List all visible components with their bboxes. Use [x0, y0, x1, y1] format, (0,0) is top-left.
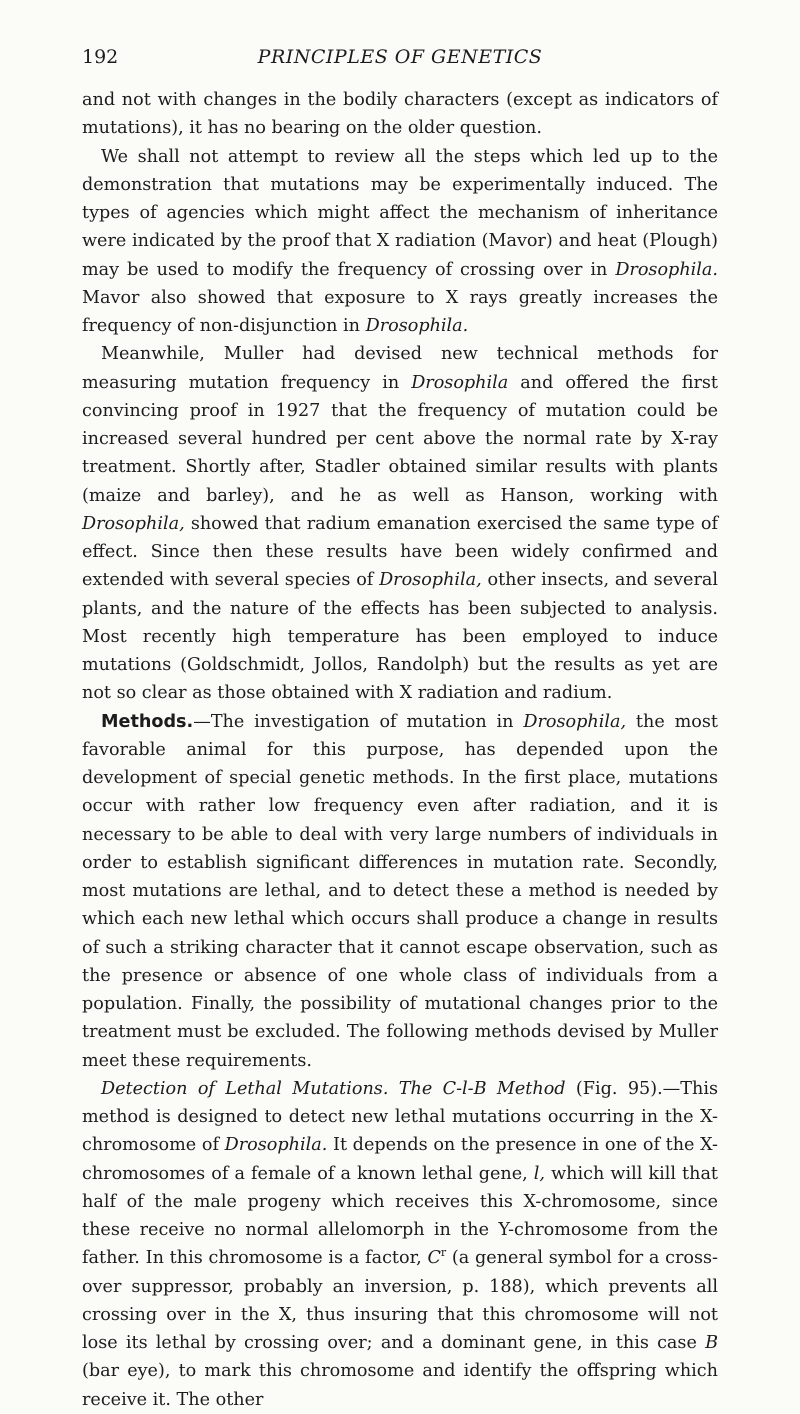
italic-term: Drosophila. — [615, 259, 718, 280]
italic-term: B — [705, 1333, 718, 1353]
text-run: showed that radium emanation exercised the same type of effect. Since then these results have been widely confirmed and extended with several species of — [82, 513, 718, 591]
text-run: and offered the first convincing proof in 1927 that the frequency of mutation could be increased several hundred per cent above the normal rate by X-ray treatment. Shortly after, Stadler obtained similar results with plants (maize and barley), and he as well as Hanson, working with — [82, 372, 718, 506]
text-run: We shall not attempt to review all the steps which led up to the demonstration that mutations may be experimentally induced. The types of agencies which might affect the mechanism of inheritance were indicated by the proof that X radiation (Mavor) and heat (Plough) may be used to modify the frequency of crossing over in — [82, 146, 718, 280]
paragraph-3 — [82, 340, 718, 707]
paragraph-text: and not with changes in the bodily characters (except as indicators of mutations), it has no bearing on the older question. — [82, 90, 718, 139]
superscript: r — [440, 1246, 447, 1260]
paragraph-1 — [82, 86, 718, 143]
text-run: the most favorable animal for this purpose, has depended upon the development of special genetic methods. In the first place, mutations occur with rather low frequency even after radiation, and it is necessary to be able to deal with very large numbers of individuals in order to establish significant differences in mutation rate. Secondly, most mutations are lethal, and to detect these a method is needed by which each new lethal which occurs shall produce a change in results of such a striking character that it cannot escape observation, such as the presence or absence of one whole class of individuals from a population. Finally, the possibility of mutational changes prior to the treatment must be excluded. The following methods devised by Muller meet these requirements. — [82, 711, 718, 1071]
paragraph-methods — [82, 708, 718, 1075]
subsection-heading: Detection of Lethal Mutations. The C-l-B Method — [101, 1078, 566, 1099]
section-heading-methods: Methods. — [101, 711, 194, 732]
text-run: (a general symbol for a cross-over suppressor, probably an inversion, p. 188), which prevents all crossing over in the X, thus insuring that this chromosome will not lose its lethal by crossing over; and a dominant gene, in this case — [82, 1248, 719, 1353]
paragraph-2 — [82, 143, 718, 341]
page-header — [82, 46, 718, 76]
italic-term: Drosophila, — [82, 513, 185, 534]
page-number: 192 — [82, 46, 119, 68]
text-run: other insects, and several plants, and the nature of the effects has been subjected to analysis. Most recently high temperature has been employed to induce mutations (Goldschmidt, Jollos, Randolph) but the results as yet are not so clear as those obtained with X radiation and radium. — [82, 570, 718, 704]
text-run: (bar eye), to mark this chromosome and identify the offspring which receive it. The other — [82, 1361, 718, 1410]
running-title: PRINCIPLES OF GENETICS — [257, 46, 543, 68]
text-run: Mavor also showed that exposure to X rays greatly increases the frequency of non-disjunction in — [82, 287, 718, 336]
italic-term: l, — [533, 1163, 546, 1184]
body-text — [82, 86, 718, 1414]
text-run: It depends on the presence in one of the X-chromosomes of a female of a known lethal gene, — [82, 1135, 718, 1184]
italic-term: Drosophila, — [523, 711, 627, 732]
paragraph-clb-method — [82, 1075, 718, 1414]
text-run: (Fig. 95).—This method is designed to detect new lethal mutations occurring in the X-chromosome of — [82, 1078, 718, 1156]
text-run: —The investigation of mutation in — [193, 711, 524, 732]
text-run: Meanwhile, Muller had devised new technical methods for measuring mutation frequency in — [82, 344, 718, 393]
italic-term: C — [427, 1248, 441, 1269]
italic-term: Drosophila — [411, 372, 509, 393]
italic-term: Drosophila, — [379, 570, 482, 591]
italic-term: Drosophila. — [365, 316, 469, 336]
text-run: which will kill that half of the male progeny which receives this X-chromosome, since these receive no normal allelomorph in the Y-chromosome from the father. In this chromosome is a factor, — [82, 1163, 718, 1269]
italic-term: Drosophila. — [224, 1135, 328, 1156]
